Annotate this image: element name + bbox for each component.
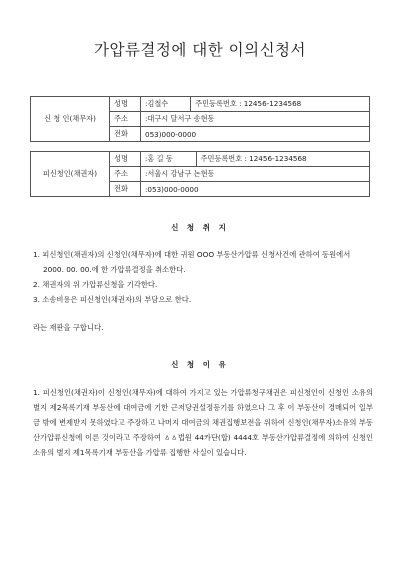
reason-text: 1. 피신청인(채권자)이 신청인(채무자)에 대하여 가지고 있는 가압류청구채권은 피신청인이 신청인 소유의 별지 제2목록기재 부동산에 대여금에 기한 근저당권설정등기를 하였으나 그 후 이 부동산이 경매되어 일부금 밖에 변제받지 못하였다고 주장하고 나머지 대여금의 채권집행보전을 위하여 신청인(채무자)소유의 부동산가압류신청에 이른 것이라고 주장하여 ㅿㅿ법원 44카단(합) 4444호 부동산가압류결정에 의하여 신청인소유의 별지 제1목록기재 부동산을 가압류 집행한 사실이 있습니다. xyxy=(33,388,373,457)
respondent-phone-label: 전화 xyxy=(110,182,141,197)
respondent-table xyxy=(30,151,370,197)
document-title: 가압류결정에 대한 이의신청서 xyxy=(93,41,306,59)
purpose-item-2: 2. 채권자의 위 가압류신청을 기각한다. xyxy=(33,280,158,289)
applicant-name-label: 성명 xyxy=(110,97,141,112)
purpose-closing: 라는 재판을 구합니다. xyxy=(33,323,104,332)
applicant-address: :대구시 달서구 송현동 xyxy=(141,112,370,127)
reason-heading: 신 청 이 유 xyxy=(171,360,229,369)
purpose-heading: 신 청 취 지 xyxy=(171,223,229,232)
purpose-item-1: 1. 피신청인(채권자)의 신청인(채무자)에 대한 귀원 OOO 부동산가압류 신청사건에 관하여 동원에서 2000. 00. 00.에 한 가압류결정을 취소한다. xyxy=(33,250,351,274)
applicant-rrn: 주민등록번호 : 12456-1234568 xyxy=(191,97,370,112)
respondent-phone: :053)000-0000 xyxy=(141,182,370,197)
respondent-address-label: 주소 xyxy=(110,167,141,182)
applicant-name: :김철수 xyxy=(141,97,191,112)
applicant-phone-label: 전화 xyxy=(110,127,141,142)
respondent-name: :홍 길 동 xyxy=(141,152,197,167)
respondent-name-label: 성명 xyxy=(110,152,141,167)
purpose-item-3: 3. 소송비용은 피신청인(채권자)의 부담으로 한다. xyxy=(33,295,192,304)
applicant-table xyxy=(30,96,370,142)
respondent-role: 피신청인(채권자) xyxy=(31,152,110,197)
applicant-address-label: 주소 xyxy=(110,112,141,127)
applicant-phone: 053)000-0000 xyxy=(141,127,370,142)
respondent-address: :서울시 강남구 논현동 xyxy=(141,167,370,182)
purpose-items xyxy=(33,247,373,307)
respondent-rrn: 주민등록번호 : 12456-1234568 xyxy=(196,152,370,167)
applicant-role: 신 청 인(채무자) xyxy=(31,97,110,142)
